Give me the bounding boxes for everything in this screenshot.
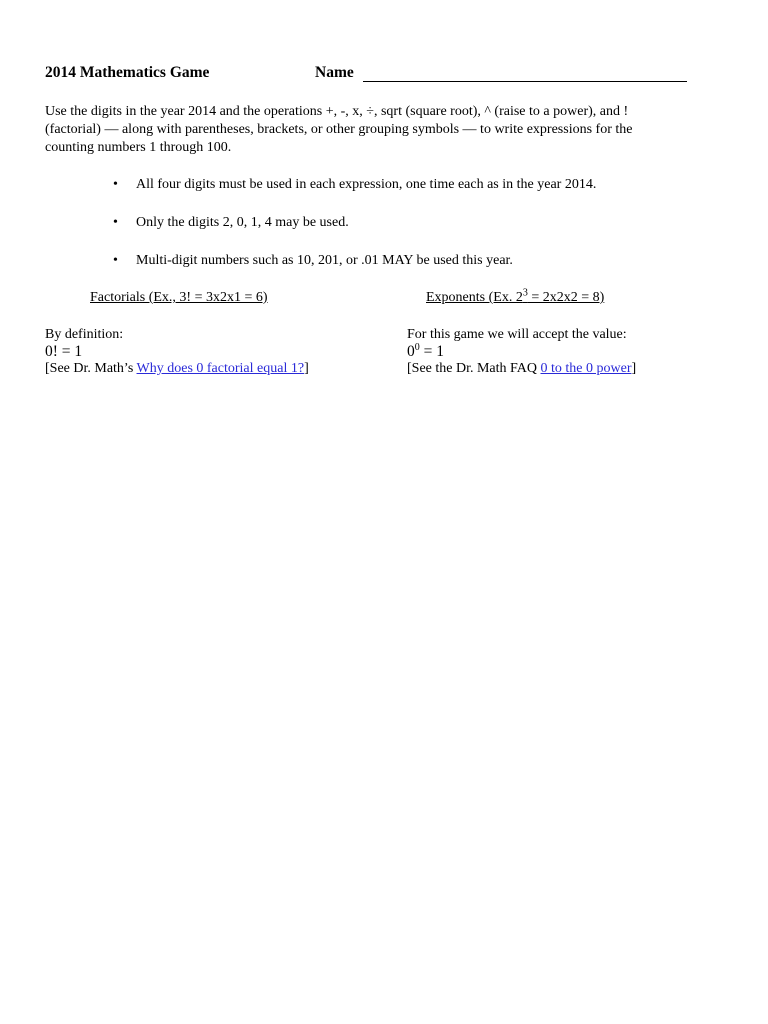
rule-text: All four digits must be used in each expression, one time each as in the year 2014. — [136, 177, 597, 192]
instructions-line: Use the digits in the year 2014 and the operations +, -, x, ÷, sqrt (square root), ^ (raise to a power), and ! — [45, 104, 629, 119]
rules-list — [110, 176, 710, 290]
exponents-value-superscript: 0 — [414, 341, 420, 353]
exponents-reference-prefix: [See the Dr. Math FAQ — [407, 361, 541, 376]
factorials-heading: Factorials (Ex., 3! = 3x2x1 = 6) — [90, 290, 268, 305]
instructions-line: counting numbers 1 through 100. — [45, 140, 232, 155]
zero-power-link[interactable]: 0 to the 0 power — [540, 361, 632, 376]
rule-item — [110, 214, 710, 252]
bullet-icon: • — [113, 253, 118, 268]
rule-item — [110, 252, 710, 290]
factorials-column — [45, 326, 309, 377]
bullet-icon: • — [113, 177, 118, 192]
exponents-reference — [407, 360, 636, 377]
exponents-heading — [426, 287, 605, 306]
factorials-reference-suffix: ] — [304, 361, 309, 376]
exponents-definition-label: For this game we will accept the value: — [407, 327, 627, 342]
exponents-heading-superscript: 3 — [522, 287, 528, 299]
bullet-icon: • — [113, 215, 118, 230]
exponents-heading-suffix: = 2x2x2 = 8) — [527, 290, 605, 305]
name-blank-line — [363, 81, 687, 82]
factorials-definition-value: 0! = 1 — [45, 343, 83, 360]
instructions-line: (factorial) — along with parentheses, brackets, or other grouping symbols — to write expressions for the — [45, 122, 633, 137]
exponents-value-suffix: = 1 — [419, 343, 444, 360]
rule-text: Multi-digit numbers such as 10, 201, or .01 MAY be used this year. — [136, 253, 513, 268]
rule-item — [110, 176, 710, 214]
name-label: Name — [315, 64, 354, 81]
factorials-reference — [45, 360, 309, 377]
factorials-reference-prefix: [See Dr. Math’s — [45, 361, 137, 376]
rule-text: Only the digits 2, 0, 1, 4 may be used. — [136, 215, 349, 230]
page-title: 2014 Mathematics Game — [45, 64, 210, 81]
exponents-definition-value — [407, 343, 636, 360]
factorials-definition-label: By definition: — [45, 327, 124, 342]
instructions-paragraph — [45, 103, 710, 157]
factorial-zero-link[interactable]: Why does 0 factorial equal 1? — [136, 361, 305, 376]
exponents-reference-suffix: ] — [631, 361, 637, 376]
exponents-value-base: 0 — [407, 343, 415, 360]
exponents-heading-prefix: Exponents (Ex. 2 — [426, 290, 523, 305]
exponents-column — [407, 326, 636, 377]
